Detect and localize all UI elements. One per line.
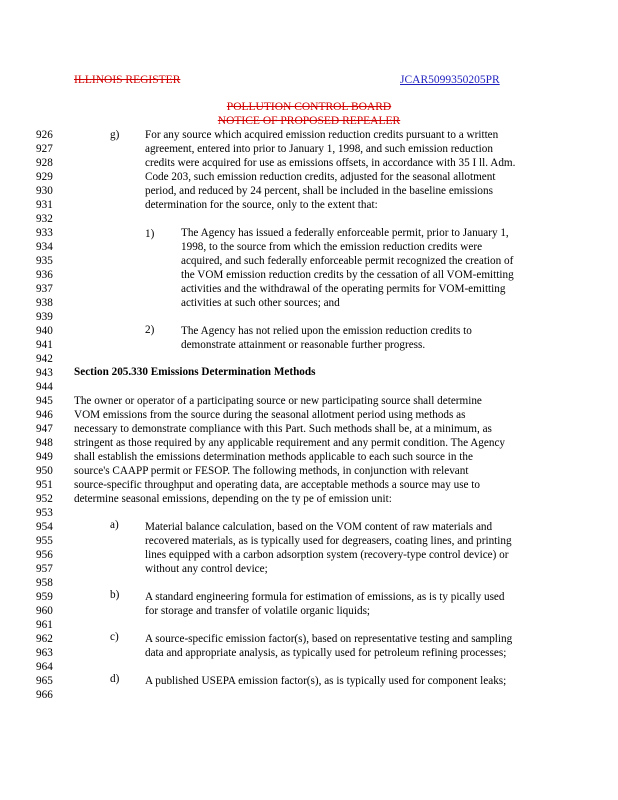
line-number: 955	[36, 535, 53, 547]
line-number: 942	[36, 353, 53, 365]
line-number: 965	[36, 675, 53, 687]
line-number: 964	[36, 661, 53, 673]
text-line: recovered materials, as is typically used for degreasers, coating lines, and printing	[145, 535, 512, 547]
text-line: source-specific throughput and operating data, are acceptable methods a source may use to	[74, 479, 481, 491]
text-line: necessary to demonstrate compliance with this Part. Such methods shall be, at a minimum, as	[74, 423, 492, 435]
header-illinois-register: ILLINOIS REGISTER	[74, 74, 181, 86]
line-number: 961	[36, 619, 53, 631]
text-line: Material balance calculation, based on the VOM content of raw materials and	[145, 521, 493, 533]
line-number: 950	[36, 465, 53, 477]
text-line: A source-specific emission factor(s), based on representative testing and sampling	[145, 633, 513, 645]
line-number: 930	[36, 185, 53, 197]
text-line: VOM emissions from the source during the seasonal allotment period using methods as	[74, 409, 466, 421]
line-number: 952	[36, 493, 53, 505]
item-g2-marker: 2)	[145, 324, 155, 336]
text-line: For any source which acquired emission reduction credits pursuant to a written	[145, 129, 499, 141]
text-line: Code 203, such emission reduction credits, adjusted for the seasonal allotment	[145, 171, 496, 183]
text-line: shall establish the emissions determination methods applicable to each such source in the	[74, 451, 473, 463]
text-line: without any control device;	[145, 563, 268, 575]
line-number: 960	[36, 605, 53, 617]
text-line: period, and reduced by 24 percent, shall be included in the baseline emissions	[145, 185, 493, 197]
line-number: 940	[36, 325, 53, 337]
line-number: 938	[36, 297, 53, 309]
text-line: data and appropriate analysis, as typically used for petroleum refining processes;	[145, 647, 507, 659]
line-number: 963	[36, 647, 53, 659]
text-line: for storage and transfer of volatile organic liquids;	[145, 605, 371, 617]
line-number: 951	[36, 479, 53, 491]
text-line: activities and the withdrawal of the operating permits for VOM-emitting	[181, 283, 506, 295]
item-g1-marker: 1)	[145, 228, 155, 240]
text-line: source's CAAPP permit or FESOP. The following methods, in conjunction with relevant	[74, 465, 469, 477]
line-number: 944	[36, 381, 53, 393]
line-number: 958	[36, 577, 53, 589]
section-heading: Section 205.330 Emissions Determination Methods	[74, 366, 316, 378]
line-number: 947	[36, 423, 53, 435]
text-line: determination for the source, only to the extent that:	[145, 199, 378, 211]
line-number: 931	[36, 199, 53, 211]
line-number: 933	[36, 227, 53, 239]
line-number: 943	[36, 367, 53, 379]
line-number: 956	[36, 549, 53, 561]
line-number: 928	[36, 157, 53, 169]
line-number: 949	[36, 451, 53, 463]
line-number: 962	[36, 633, 53, 645]
text-line: A standard engineering formula for estimation of emissions, as is ty pically used	[145, 591, 505, 603]
item-a-marker: a)	[110, 519, 119, 531]
line-number: 939	[36, 311, 53, 323]
text-line: activities at such other sources; and	[181, 297, 340, 309]
text-line: the VOM emission reduction credits by the cessation of all VOM-emitting	[181, 269, 514, 281]
line-number: 948	[36, 437, 53, 449]
text-line: The Agency has not relied upon the emission reduction credits to	[181, 325, 472, 337]
line-number: 927	[36, 143, 53, 155]
line-number: 946	[36, 409, 53, 421]
line-number: 959	[36, 591, 53, 603]
text-line: credits were acquired for use as emissions offsets, in accordance with 35 I ll. Adm.	[145, 157, 516, 169]
line-number: 929	[36, 171, 53, 183]
text-line: The owner or operator of a participating source or new participating source shall determine	[74, 395, 482, 407]
line-number: 934	[36, 241, 53, 253]
header-notice-title: NOTICE OF PROPOSED REPEALER	[217, 115, 401, 127]
line-number: 941	[36, 339, 53, 351]
text-line: lines equipped with a carbon adsorption system (recovery-type control device) or	[145, 549, 509, 561]
text-line: acquired, and such federally enforceable permit recognized the creation of	[181, 255, 514, 267]
text-line: The Agency has issued a federally enforceable permit, prior to January 1,	[181, 227, 509, 239]
item-d-marker: d)	[110, 673, 120, 685]
line-number: 932	[36, 213, 53, 225]
item-b-marker: b)	[110, 589, 120, 601]
text-line: agreement, entered into prior to January 1, 1998, and such emission reduction	[145, 143, 493, 155]
item-c-marker: c)	[110, 631, 119, 643]
line-number: 926	[36, 129, 53, 141]
header-jcar-code[interactable]: JCAR5099350205PR	[400, 74, 500, 86]
item-g-marker: g)	[110, 129, 120, 141]
line-number: 954	[36, 521, 53, 533]
text-line: determine seasonal emissions, depending on the ty pe of emission unit:	[74, 493, 392, 505]
line-number: 953	[36, 507, 53, 519]
line-number: 935	[36, 255, 53, 267]
text-line: demonstrate attainment or reasonable further progress.	[181, 339, 426, 351]
text-line: 1998, to the source from which the emission reduction credits were	[181, 241, 483, 253]
line-number: 957	[36, 563, 53, 575]
line-number: 936	[36, 269, 53, 281]
line-number: 937	[36, 283, 53, 295]
text-line: stringent as those required by any applicable requirement and any permit condition. The Agency	[74, 437, 506, 449]
line-number: 966	[36, 689, 53, 701]
header-board-title: POLLUTION CONTROL BOARD	[226, 101, 392, 113]
text-line: A published USEPA emission factor(s), as is typically used for component leaks;	[145, 675, 507, 687]
line-number: 945	[36, 395, 53, 407]
